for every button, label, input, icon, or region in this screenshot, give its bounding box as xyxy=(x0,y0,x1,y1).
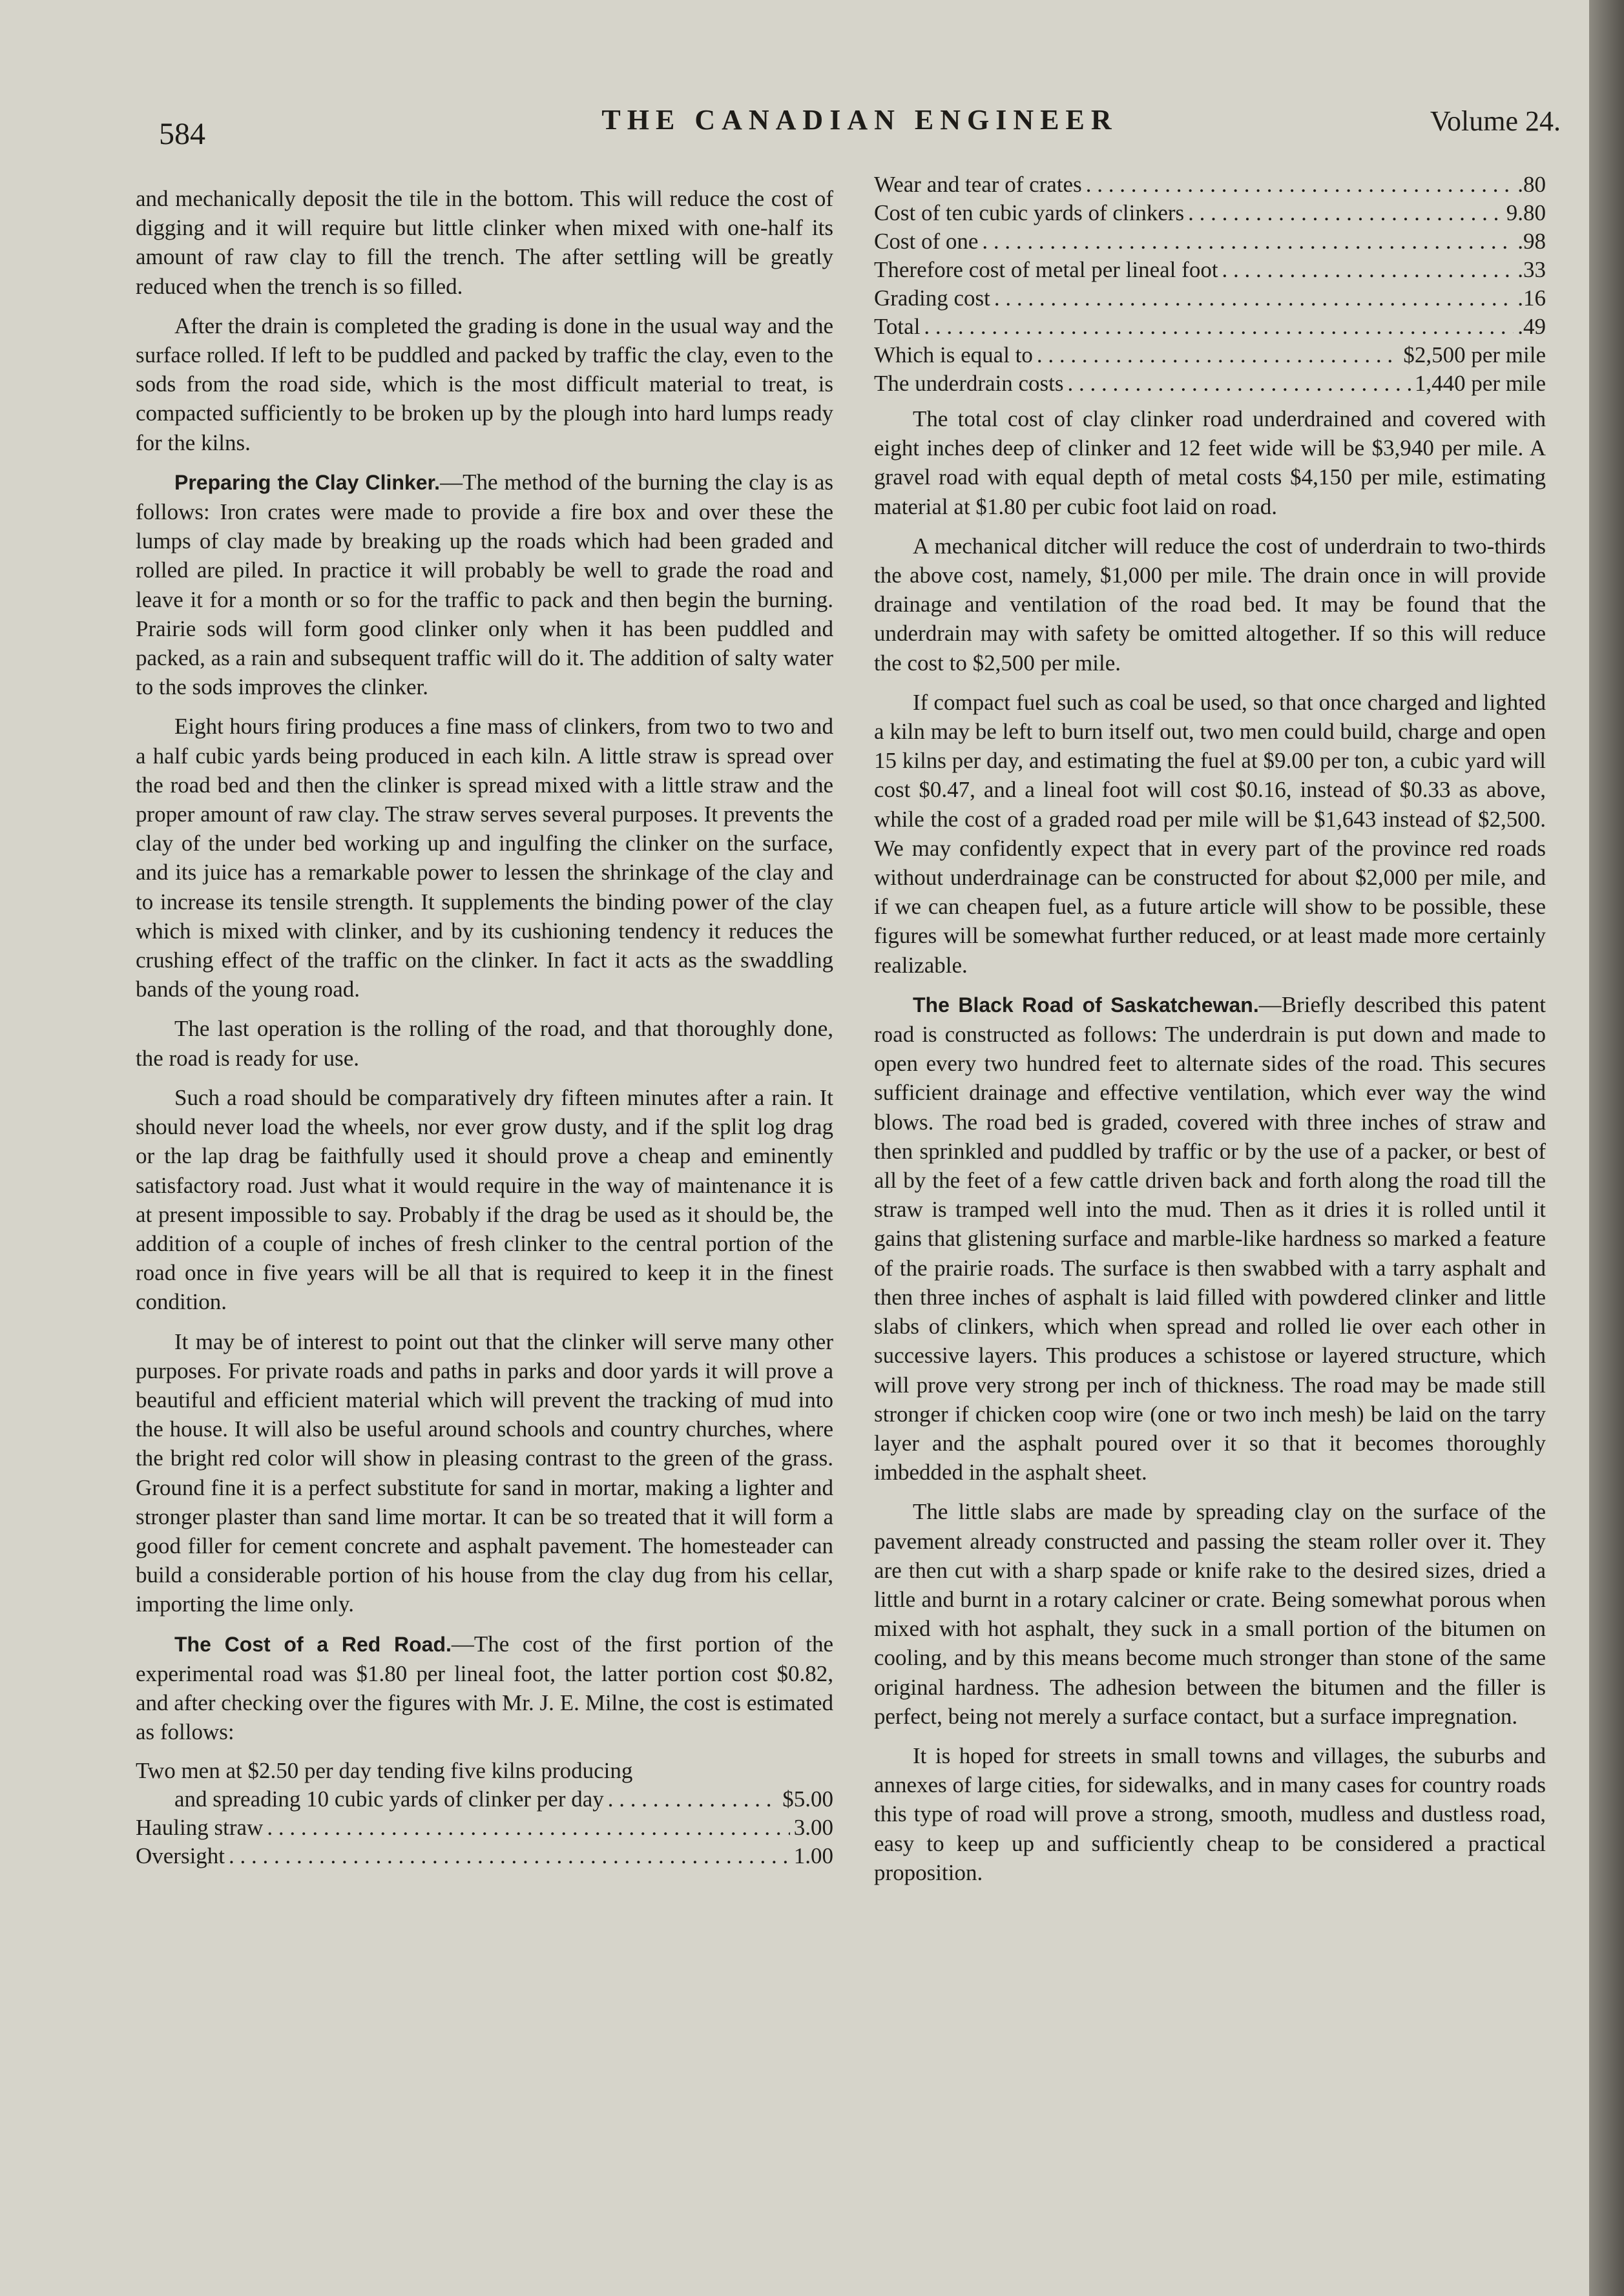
volume-label: Volume 24. xyxy=(1430,105,1561,137)
cost-label: and spreading 10 cubic yards of clinker per day xyxy=(174,1786,604,1812)
paragraph: Such a road should be comparatively dry fifteen minutes after a rain. It should never load the wheels, nor ever grow dusty, and if the split log drag or the lap drag be faithfully used it should prove a cheap and eminently satisfactory road. Just what it would require in the way of maintenance it is at present impossible to say. Probably if the drag be used as it should be, the addition of a couple of inches of fresh clinker to the central portion of the road once in five years will be all that is required to keep it in the finest condition. xyxy=(136,1084,833,1315)
cost-table-right xyxy=(874,171,1546,398)
dot-leader xyxy=(608,1785,778,1814)
cost-amount: 1,440 per mile xyxy=(1414,371,1546,396)
paragraph-text: —Briefly described this patent road is constructed as follows: The underdrain is put down and made to open every two hundred feet to alternate sides of the road. This secures sufficient drainage and effective ventilation, which ever way the wind blows. The road bed is graded, covered with three inches of straw and then sprinkled and puddled by traffic or by the use of a packer, or best of all by the feet of a few cattle driven back and forth along the road till the straw is tramped well into the mud. Then as it dries it is rolled until it gains that glistening surface and marble-like hardness so marked a feature of the prairie roads. The surface is then swabbed with a tarry asphalt and then three inches of asphalt is laid filled with powdered clinker and little slabs of clinkers, which when spread and rolled lie over each other in successive layers. This produces a schistose or layered structure, which will prove very strong per inch of thickness. The road may be made still stronger if chicken coop wire (one or two inch mesh) be laid on the tarry layer and the asphalt poured over it so that it becomes thoroughly imbedded in the asphalt sheet. xyxy=(874,991,1546,1485)
cost-label: Therefore cost of metal per lineal foot xyxy=(874,257,1218,282)
cost-label: Hauling straw xyxy=(136,1815,264,1841)
dot-leader xyxy=(1086,171,1514,199)
cost-label: Wear and tear of crates xyxy=(874,172,1082,197)
cost-row xyxy=(874,199,1546,227)
cost-row xyxy=(874,369,1546,398)
cost-table-left xyxy=(136,1757,833,1870)
section-heading: The Cost of a Red Road. xyxy=(174,1632,452,1656)
cost-row xyxy=(136,1842,833,1870)
paragraph: The little slabs are made by spreading clay on the surface of the pavement already constructed and passing the steam roller over it. They are then cut with a sharp spade or knife rake to the desired sizes, dried a little and burnt in a rotary calciner or crate. Being somewhat porous when mixed with hot asphalt, they suck in a small portion of the bitumen on cooling, and by this means become much stronger than stone of the same original hardness. The adhesion between the bitumen and the filler is perfect, being not merely a surface contact, but a surface impregnation. xyxy=(874,1499,1546,1729)
section-heading: The Black Road of Saskatchewan. xyxy=(913,993,1259,1017)
cost-row xyxy=(874,341,1546,369)
paragraph-text: —The method of the burning the clay is as follows: Iron crates were made to provide a fire box and over these the lumps of clay made by breaking up the roads which had been graded and rolled are piled. In practice it will probably be well to grade the road and leave it for a month or so for the traffic to pack and then begin the burning. Prairie sods will form good clinker only when it has been puddled and packed, as a rain and subsequent traffic will do it. The addition of salty water to the sods improves the clinker. xyxy=(136,469,834,700)
paragraph: Eight hours firing produces a fine mass of clinkers, from two to two and a half cubic yards being produced in each kiln. A little straw is spread over the road bed and then the clinker is spread mixed with a little straw and the proper amount of raw clay. The straw serves several purposes. It prevents the clay of the under bed working up and ingulfing the clinker on the surface, and its juice has a remarkable power to lessen the shrinkage of the clay and to increase its tensile strength. It supplements the binding power of the clay which is mixed with clinker, and by its cushioning tendency it reduces the crushing effect of the traffic on the clinker. In fact it acts as the swaddling bands of the young road. xyxy=(136,714,833,1002)
right-column xyxy=(874,168,1546,1898)
cost-amount: .16 xyxy=(1517,285,1546,311)
section-heading: Preparing the Clay Clinker. xyxy=(174,470,441,494)
cost-amount: $5.00 xyxy=(782,1786,833,1812)
paragraph: The last operation is the rolling of the road, and that thoroughly done, the road is ready for use. xyxy=(136,1016,833,1071)
cost-row xyxy=(136,1814,833,1842)
paragraph-black-road xyxy=(874,990,1546,1487)
cost-amount: .80 xyxy=(1517,172,1546,197)
journal-title: THE CANADIAN ENGINEER xyxy=(601,104,1118,136)
cost-amount: .98 xyxy=(1517,229,1546,254)
paragraph: A mechanical ditcher will reduce the cost of underdrain to two-thirds the above cost, namely, $1,000 per mile. The drain once in will provide drainage and ventilation of the road bed. It may be found that the underdrain may with safety be omitted altogether. If so this will reduce the cost to $2,500 per mile. xyxy=(874,533,1546,676)
page-number: 584 xyxy=(159,117,205,151)
cost-label: Cost of ten cubic yards of clinkers xyxy=(874,200,1185,225)
dot-leader xyxy=(1222,256,1514,284)
cost-label: Cost of one xyxy=(874,229,979,254)
paragraph: If compact fuel such as coal be used, so that once charged and lighted a kiln may be left to burn itself out, two men could build, charge and open 15 kilns per day, and estimating the fuel at $9.00 per ton, a cubic yard will cost $0.47, and a lineal foot will cost $0.16, instead of $0.33 as above, while the cost of a graded road per mile will be $1,643 instead of $2,500. We may confidently expect that in every part of the province red roads without underdrainage can be constructed for about $2,000 per mile, and if we can cheapen fuel, as a future article will show to be possible, these figures will be somewhat further reduced, or at least made more certainly realizable. xyxy=(874,689,1546,978)
dot-leader xyxy=(924,313,1514,341)
book-edge-shadow xyxy=(1589,0,1624,2296)
cost-row xyxy=(874,284,1546,313)
dot-leader xyxy=(994,284,1514,313)
cost-label: The underdrain costs xyxy=(874,371,1064,396)
paragraph-red-road-cost xyxy=(136,1629,833,1747)
cost-intro xyxy=(136,1757,833,1785)
dot-leader xyxy=(982,227,1514,256)
paragraph-clay-clinker xyxy=(136,468,833,702)
left-column xyxy=(136,184,833,1877)
cost-amount: 3.00 xyxy=(793,1815,833,1841)
paragraph: After the drain is completed the grading is done in the usual way and the surface rolled. If left to be puddled and packed by traffic the clay, even to the sods from the road side, which is the most difficult material to treat, is compacted sufficiently to be broken up by the plough into hard lumps ready for the kilns. xyxy=(136,313,833,455)
cost-amount: 9.80 xyxy=(1506,200,1546,225)
cost-label: Oversight xyxy=(136,1843,225,1869)
cost-amount: .49 xyxy=(1517,314,1546,339)
cost-amount: 1.00 xyxy=(793,1843,833,1869)
paragraph: The total cost of clay clinker road underdrained and covered with eight inches deep of clinker and 12 feet wide will be $3,940 per mile. A gravel road with equal depth of metal costs $4,150 per mile, estimating material at $1.80 per cubic foot laid on road. xyxy=(874,406,1546,519)
cost-row xyxy=(874,256,1546,284)
cost-label: Two men at $2.50 per day tending five kilns producing xyxy=(136,1758,633,1784)
paragraph: It is hoped for streets in small towns and villages, the suburbs and annexes of large cities, for sidewalks, and in many cases for country roads this type of road will prove a strong, smooth, mudless and dustless road, easy to keep up and sufficiently cheap to be considered a practical proposition. xyxy=(874,1743,1546,1885)
paragraph: It may be of interest to point out that the clinker will serve many other purposes. For private roads and paths in parks and door yards it will prove a beautiful and efficient material which will prevent the tracking of mud into the house. It will also be useful around schools and country churches, where the bright red color will show in pleasing contrast to the green of the grass. Ground fine it is a perfect substitute for sand in mortar, making a lighter and stronger plaster than sand lime mortar. It can be so treated that it will form a good filler for cement concrete and asphalt pavement. The homesteader can build a considerable portion of his house from the clay dug from his cellar, importing the lime only. xyxy=(136,1329,833,1617)
cost-row xyxy=(874,227,1546,256)
cost-row xyxy=(874,171,1546,199)
cost-label: Total xyxy=(874,314,921,339)
dot-leader xyxy=(1188,199,1503,227)
paragraph: and mechanically deposit the tile in the bottom. This will reduce the cost of digging and it will require but little clinker when mixed with one-half its amount of raw clay to fill the trench. The after settling will be greatly reduced when the trench is so filled. xyxy=(136,186,833,299)
dot-leader xyxy=(1068,369,1411,398)
cost-amount: .33 xyxy=(1517,257,1546,282)
dot-leader xyxy=(267,1814,789,1842)
cost-row xyxy=(874,313,1546,341)
paragraph-text: —The cost of the first portion of the experimental road was $1.80 per lineal foot, the latter portion cost $0.82, and after checking over the figures with Mr. J. E. Milne, the cost is estimated as follows: xyxy=(136,1631,834,1745)
dot-leader xyxy=(229,1842,790,1870)
cost-row xyxy=(136,1785,833,1814)
page-header xyxy=(159,97,1561,149)
cost-label: Grading cost xyxy=(874,285,990,311)
cost-amount: $2,500 per mile xyxy=(1403,342,1546,367)
dot-leader xyxy=(1037,341,1399,369)
cost-label: Which is equal to xyxy=(874,342,1033,367)
